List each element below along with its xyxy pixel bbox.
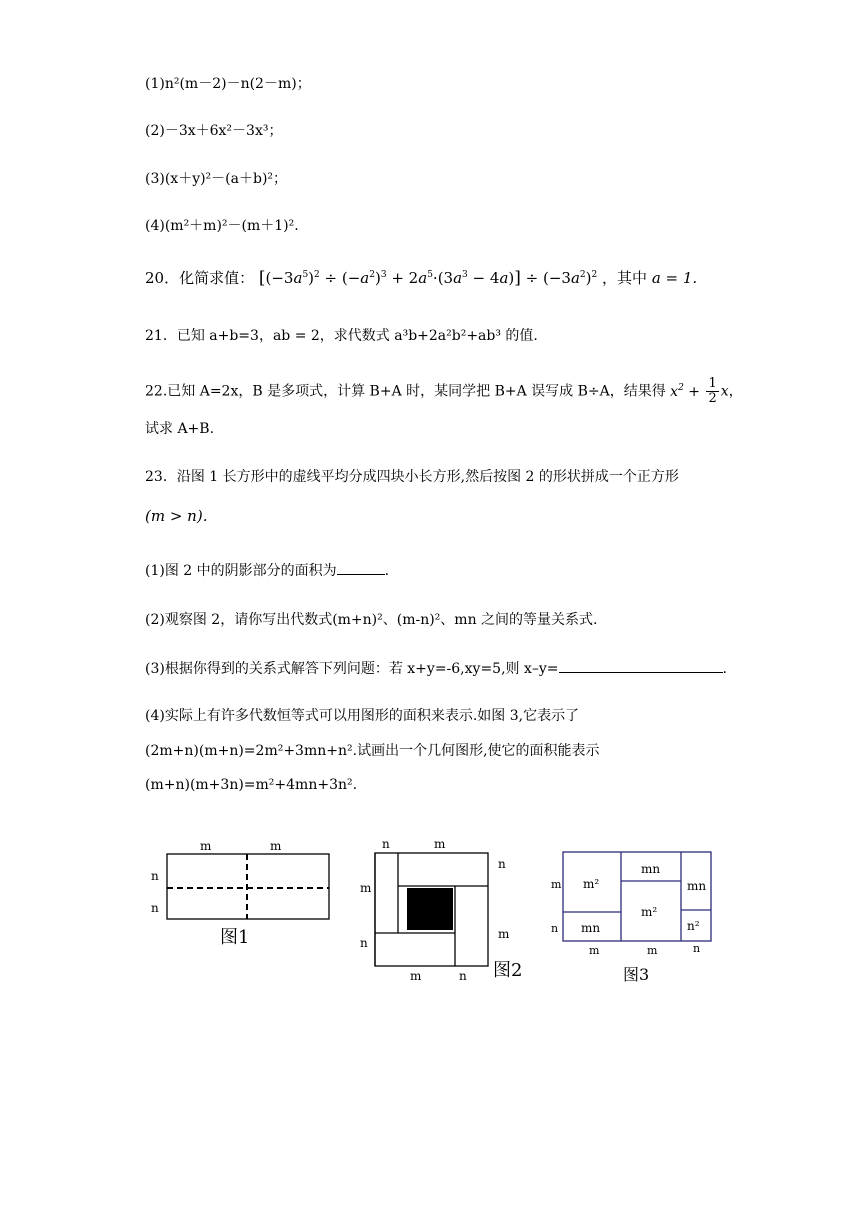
q20-prefix: 20．化简求值： bbox=[145, 269, 255, 287]
q22-line1: 22.已知 A=2x，B 是多项式，计算 B+A 时，某同学把 B+A 误写成 B÷A，结果得 $x^2$ + $\frac{1}{2}$ x， bbox=[145, 376, 743, 406]
q23-sub1: (1)图 2 中的阴影部分的面积为 . bbox=[145, 563, 390, 579]
fig2-shaded-square bbox=[407, 888, 453, 930]
figure-2 bbox=[350, 832, 530, 996]
fig2-label-m-right: m bbox=[498, 927, 510, 941]
fig3-label-n-bottom: n bbox=[693, 942, 701, 955]
fig3-label-n-left: n bbox=[551, 922, 559, 935]
fig1-label-n-bottom: n bbox=[151, 901, 159, 915]
fig3-cell-m2-middle: m² bbox=[641, 905, 658, 919]
q23-sub3: (3)根据你得到的关系式解答下列问题：若 x+y=-6,xy=5,则 x–y= . bbox=[145, 661, 727, 677]
q19-part1: (1)n²(m－2)－n(2－m)； bbox=[145, 76, 311, 92]
q20-expression: [ bbox=[258, 268, 266, 288]
fig3-label-m-bottom-2: m bbox=[647, 944, 658, 957]
q20-line bbox=[145, 268, 697, 288]
answer-blank-3[interactable] bbox=[559, 660, 723, 673]
q19-part2: (2)－3x＋6x²－3x³； bbox=[145, 123, 283, 139]
fig3-label-m-bottom-1: m bbox=[589, 944, 600, 957]
q22-line2: 试求 A+B. bbox=[145, 421, 215, 437]
fig2-label-m-bottom: m bbox=[410, 969, 422, 983]
fig1-label-m-left: m bbox=[200, 839, 212, 853]
q20-condition: a = 1. bbox=[651, 269, 698, 287]
fig1-label-n-top: n bbox=[151, 869, 159, 883]
fig2-caption: 图2 bbox=[493, 960, 523, 981]
q23-condition: (m > n). bbox=[145, 507, 208, 525]
q19-part3: (3)(x＋y)²－(a＋b)²； bbox=[145, 171, 288, 187]
fig3-cell-mn-right: mn bbox=[687, 879, 707, 893]
fig3-cell-mn-bottom: mn bbox=[581, 921, 601, 935]
q23-sub4-line2: (2m+n)(m+n)=2m²+3mn+n².试画出一个几何图形,使它的面积能表示 bbox=[145, 743, 600, 759]
fig2-label-n-bottom: n bbox=[459, 969, 467, 983]
q23-sub2: (2)观察图 2，请你写出代数式(m+n)²、(m-n)²、mn 之间的等量关系式. bbox=[145, 612, 598, 628]
fig3-cell-n2: n² bbox=[687, 919, 700, 933]
q19-part4: (4)(m²＋m)²－(m＋1)². bbox=[145, 218, 299, 234]
fig1-caption: 图1 bbox=[220, 927, 250, 948]
q20-bracket-close: ] bbox=[514, 268, 521, 288]
q22-result: $x^2$ + bbox=[665, 382, 705, 400]
fig3-label-m-left: m bbox=[551, 878, 562, 891]
figure-3 bbox=[545, 840, 725, 994]
q21-line: 21．已知 a+b=3，ab = 2，求代数式 a³b+2a²b²+ab³ 的值. bbox=[145, 328, 538, 344]
q20-suffix: ，其中 bbox=[602, 269, 648, 287]
figure-1 bbox=[140, 832, 340, 956]
fig3-cell-mn-top: mn bbox=[641, 862, 661, 876]
fig3-cell-m2: m² bbox=[583, 877, 600, 891]
fig2-label-n-top: n bbox=[382, 837, 390, 851]
q23-line1: 23．沿图 1 长方形中的虚线平均分成四块小长方形,然后按图 2 的形状拼成一个正方形 bbox=[145, 469, 679, 485]
fig2-label-m-left: m bbox=[360, 881, 372, 895]
q23-sub4-line1: (4)实际上有许多代数恒等式可以用图形的面积来表示.如图 3,它表示了 bbox=[145, 708, 580, 724]
answer-blank-1[interactable] bbox=[337, 562, 385, 575]
fig1-label-m-right: m bbox=[270, 839, 282, 853]
q20-expr-1: $(-3a^5)^2 \div (-a^2)^3 + 2a^5\cdot(3a^3 - 4a)$ bbox=[265, 269, 515, 287]
fig3-caption: 图3 bbox=[623, 965, 650, 984]
q23-sub4-line3: (m+n)(m+3n)=m²+4mn+3n². bbox=[145, 777, 358, 793]
fig2-label-m-top: m bbox=[434, 837, 446, 851]
q22-fraction: $\frac{1}{2}$ bbox=[708, 376, 717, 406]
fig2-label-n-right: n bbox=[498, 857, 506, 871]
q20-expr-2: ÷ $(-3a^2)^2$ bbox=[520, 269, 598, 287]
fig2-label-n-left: n bbox=[360, 936, 368, 950]
